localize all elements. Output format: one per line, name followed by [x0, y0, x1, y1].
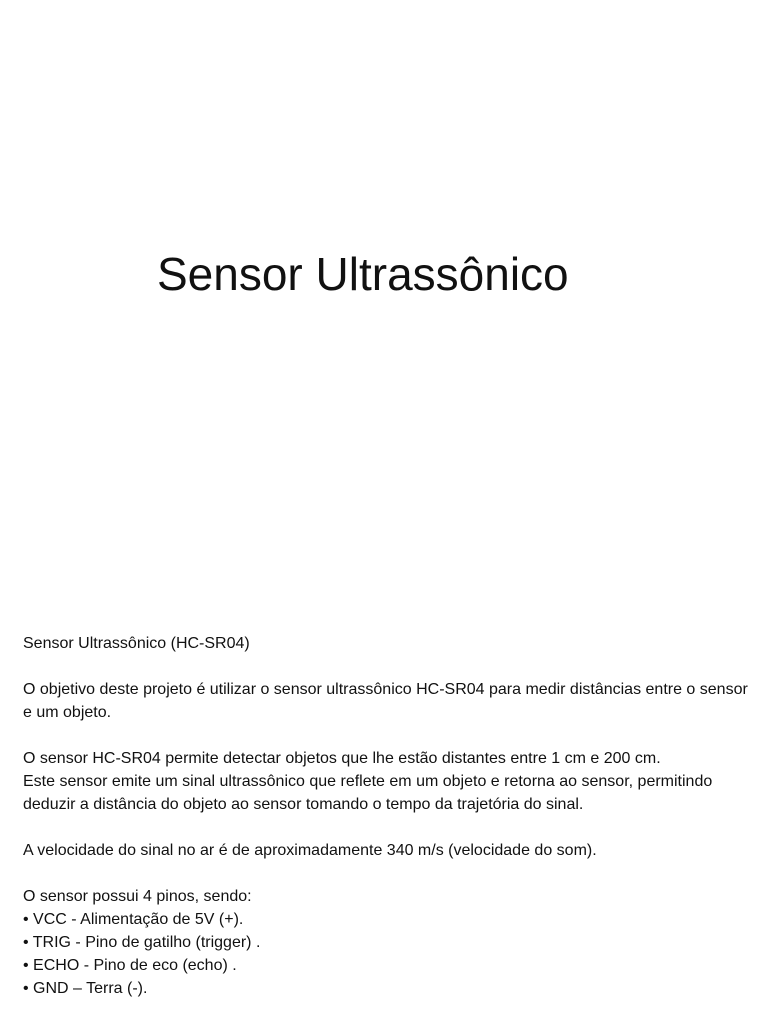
- spacer: [23, 655, 753, 678]
- operation-paragraph: Este sensor emite um sinal ultrassônico que reflete em um objeto e retorna ao sensor, permitindo deduzir a distância do objeto ao sensor tomando o tempo da trajetória do sinal.: [23, 773, 713, 813]
- detection-range-line: O sensor HC-SR04 permite detectar objetos que lhe estão distantes entre 1 cm e 200 cm.: [23, 750, 661, 767]
- spacer: [23, 724, 753, 747]
- spacer: [23, 816, 753, 839]
- section-heading: Sensor Ultrassônico (HC-SR04): [23, 635, 250, 652]
- spacer: [23, 862, 753, 885]
- pin-item-gnd: • GND – Terra (-).: [23, 980, 148, 997]
- pin-item-echo: • ECHO - Pino de eco (echo) .: [23, 957, 237, 974]
- speed-paragraph: A velocidade do sinal no ar é de aproximadamente 340 m/s (velocidade do som).: [23, 842, 597, 859]
- pin-list: [23, 908, 753, 1000]
- page-title: Sensor Ultrassônico: [157, 248, 569, 300]
- pin-item-vcc: • VCC - Alimentação de 5V (+).: [23, 911, 244, 928]
- document-body: [23, 632, 753, 1000]
- pins-intro: O sensor possui 4 pinos, sendo:: [23, 888, 252, 905]
- objective-paragraph: O objetivo deste projeto é utilizar o sensor ultrassônico HC-SR04 para medir distâncias entre o sensor e um objeto.: [23, 681, 748, 721]
- pin-item-trig: • TRIG - Pino de gatilho (trigger) .: [23, 934, 261, 951]
